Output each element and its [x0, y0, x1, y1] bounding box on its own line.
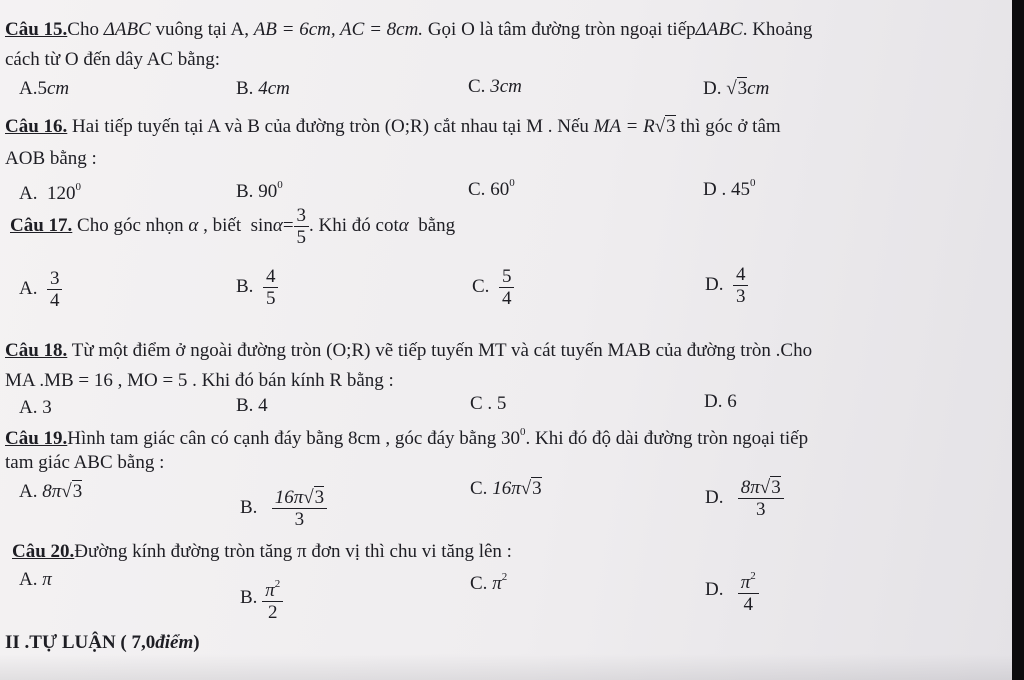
question-15-option-c: C. 3cm	[468, 76, 522, 97]
question-19-option-b: B. $\frac{16\pi√3}{3}$	[240, 484, 327, 532]
question-16-option-d: D . $45^0$	[703, 177, 756, 200]
question-17-stem: Câu 17. Cho góc nhọn α , biết sinα= $\frac{3}{5}$ . Khi đó cotα bằng	[10, 205, 456, 249]
question-19-option-c: C. 16π√3	[470, 478, 542, 499]
question-17-label: Câu 17.	[10, 215, 73, 236]
question-17-option-d: D. $\frac{4}{3}$	[705, 261, 748, 309]
question-18-option-c: C . 5	[470, 393, 507, 414]
question-18-label: Câu 18.	[5, 340, 68, 361]
sine-fraction: $\frac{3}{5}$	[294, 205, 310, 248]
question-20-label: Câu 20.	[12, 541, 75, 562]
question-20-option-b: B. $\frac{\pi^2}{2}$	[240, 574, 283, 623]
question-19-label: Câu 19.	[5, 428, 68, 449]
page-bottom-shade	[0, 654, 1012, 680]
page-edge-shadow	[1012, 0, 1024, 680]
question-20-option-c: C. $\pi^2$	[470, 571, 508, 594]
question-20-option-d: D. $\frac{\pi^2}{4}$	[705, 566, 759, 615]
question-15-option-b: B. 4cm	[236, 78, 290, 99]
question-18-stem-line2: MA .MB = 16 , MO = 5 . Khi đó bán kính R bằng :	[5, 370, 394, 391]
question-19-option-d: D. $\frac{8\pi√3}{3}$	[705, 474, 784, 522]
question-16-stem: Câu 16. Hai tiếp tuyến tại A và B của đường tròn (O;R) cắt nhau tại M . Nếu MA = R√3 thì góc ở tâm	[5, 116, 781, 137]
question-15-option-a: A.5cm	[19, 78, 70, 99]
question-16-option-c: C. $60^0$	[468, 177, 515, 200]
question-15-stem-line2: cách từ O đến dây AC bằng:	[5, 49, 221, 70]
question-16-option-b: B. $90^0$	[236, 179, 283, 202]
question-15-stem: Câu 15.Cho ΔABC vuông tại A, AB = 6cm, AC = 8cm. Gọi O là tâm đường tròn ngoại tiếpΔABC. Khoảng	[5, 19, 813, 40]
question-18-option-b: B. 4	[236, 395, 268, 416]
question-16-label: Câu 16.	[5, 116, 68, 137]
question-18-option-a: A. 3	[19, 397, 52, 418]
question-20-option-a: A. π	[19, 569, 52, 590]
question-18-option-d: D. 6	[704, 391, 737, 412]
question-15-label: Câu 15.	[5, 19, 68, 40]
question-17-option-b: B. $\frac{4}{5}$	[236, 263, 278, 311]
question-17-option-c: C. $\frac{5}{4}$	[472, 263, 514, 311]
question-19-option-a: A. 8π√3	[19, 481, 83, 502]
question-19-stem: Câu 19.Hình tam giác cân có cạnh đáy bằng 8cm , góc đáy bằng $30^0$. Khi đó độ dài đường tròn ngoại tiếp	[5, 426, 809, 449]
question-16-stem-line2: AOB bằng :	[5, 148, 97, 169]
question-18-stem: Câu 18. Từ một điểm ở ngoài đường tròn (O;R) vẽ tiếp tuyến MT và cát tuyến MAB của đường tròn .Cho	[5, 340, 813, 361]
question-20-stem: Câu 20.Đường kính đường tròn tăng π đơn vị thì chu vi tăng lên :	[12, 541, 512, 562]
section-heading-essay: II .TỰ LUẬN ( 7,0điểm)	[5, 632, 200, 653]
question-16-option-a: A. $120^0$	[19, 181, 81, 204]
question-17-option-a: A. $\frac{3}{4}$	[19, 265, 62, 313]
question-15-option-d: D. √3cm	[703, 78, 770, 99]
question-19-stem-line2: tam giác ABC bằng :	[5, 452, 165, 473]
